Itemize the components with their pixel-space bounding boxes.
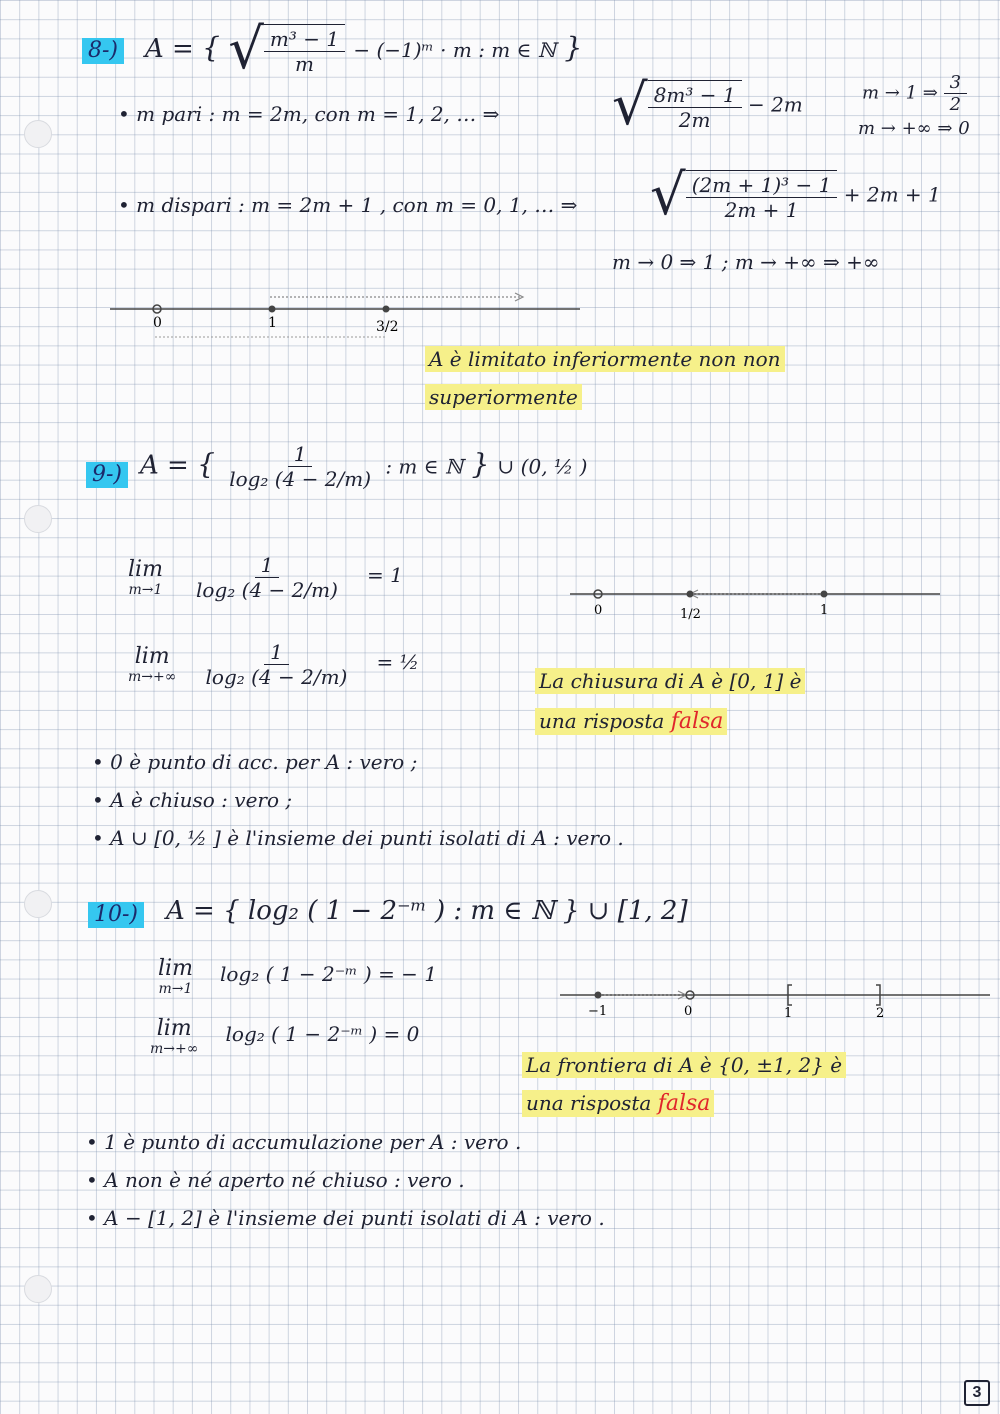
exercise-9-limit-1: lim m→1 $\frac{1}{\text{log₂ (4 − 2/m)}}$ = 1	[128, 553, 403, 602]
exercise-10-answer-line-2: una risposta falsa	[522, 1090, 714, 1117]
axis-label-1: 1	[268, 315, 277, 331]
exercise-10-bullet-2: • A non è né aperto né chiuso : vero .	[86, 1168, 465, 1192]
axis-label-3-2: 3/2	[376, 319, 399, 335]
binder-hole	[24, 890, 52, 918]
exercise-10-bullet-1: • 1 è punto di accumulazione per A : vero .	[86, 1130, 522, 1154]
exercise-8-even-expression: √ $\frac{\text{8m³ − 1}}{2m}$ − 2m	[612, 73, 803, 138]
exercise-8-tag: 8-)	[82, 38, 124, 64]
page-number: 3	[964, 1380, 990, 1406]
exercise-9-tag: 9-)	[86, 462, 128, 488]
exercise-8-number-line	[110, 285, 590, 355]
exercise-10-bullet-3: • A − [1, 2] è l'insieme dei punti isolati di A : vero .	[86, 1206, 605, 1230]
exercise-9-bullet-2: • A è chiuso : vero ;	[92, 788, 293, 812]
axis-label-0: 0	[594, 603, 603, 618]
exercise-9-bullet-1: • 0 è punto di acc. per A : vero ;	[92, 750, 418, 774]
exercise-9-limit-2: lim m→+∞ $\frac{1}{\text{log₂ (4 − 2/m)}}$ = ½	[128, 640, 419, 689]
exercise-8-even-case: • m pari : m = 2m, con m = 1, 2, … ⇒	[118, 102, 500, 126]
exercise-8-odd-limits: m → 0 ⇒ 1 ; m → +∞ ⇒ +∞	[612, 250, 880, 274]
exercise-8-odd-expression: √ $\frac{\text{(2m + 1)³ − 1}}{2m + 1}$ + 2m + 1	[650, 163, 941, 228]
axis-label-1: 1	[820, 603, 829, 618]
exercise-10-tag: 10-)	[88, 902, 144, 928]
exercise-9-answer-line-1: La chiusura di A è [0, 1] è	[535, 668, 805, 694]
exercise-9-set-definition: A = { $\frac{1}{\text{log₂ (4 − 2/m)}}$ : m ∈ ℕ } ∪ (0, ½ )	[140, 442, 588, 491]
exercise-10-number-line	[560, 983, 992, 1028]
axis-label-1-2: 1/2	[680, 607, 701, 622]
binder-hole	[24, 1275, 52, 1303]
axis-label-1: 1	[784, 1006, 793, 1021]
exercise-10-answer-line-1: La frontiera di A è {0, ±1, 2} è	[522, 1052, 846, 1078]
exercise-10-limit-2: lim m→+∞ log₂ ( 1 − 2⁻ᵐ ) = 0	[150, 1016, 420, 1057]
exercise-8-odd-case: • m dispari : m = 2m + 1 , con m = 0, 1, … ⇒	[118, 193, 578, 217]
exercise-8-even-limit-1: m → 1 ⇒ $\frac{3}{2}$	[862, 72, 967, 115]
axis-label-0: 0	[153, 315, 162, 331]
exercise-8-even-limit-2: m → +∞ ⇒ 0	[858, 118, 970, 139]
exercise-8-set-definition: A = { √ $\frac{\text{m³ − 1}}{m}$ − (−1)ᵐ · m : m ∈ ℕ }	[145, 17, 583, 82]
false-label: falsa	[657, 1091, 711, 1116]
axis-label-minus-1: −1	[588, 1004, 608, 1019]
exercise-9-answer-line-2: una risposta falsa	[535, 708, 727, 735]
exercise-10-set-definition: A = { log₂ ( 1 − 2⁻ᵐ ) : m ∈ ℕ } ∪ [1, 2]	[166, 896, 688, 926]
exercise-8-answer-line-2: superiormente	[425, 384, 582, 410]
binder-hole	[24, 120, 52, 148]
binder-hole	[24, 505, 52, 533]
axis-label-2: 2	[876, 1006, 885, 1021]
exercise-9-bullet-3: • A ∪ [0, ½ ] è l'insieme dei punti isolati di A : vero .	[92, 826, 624, 850]
false-label: falsa	[670, 709, 724, 734]
exercise-9-number-line	[570, 580, 945, 635]
axis-label-0: 0	[684, 1004, 693, 1019]
exercise-8-answer-line-1: A è limitato inferiormente non non	[425, 346, 785, 372]
exercise-10-limit-1: lim m→1 log₂ ( 1 − 2⁻ᵐ ) = − 1	[158, 956, 438, 997]
